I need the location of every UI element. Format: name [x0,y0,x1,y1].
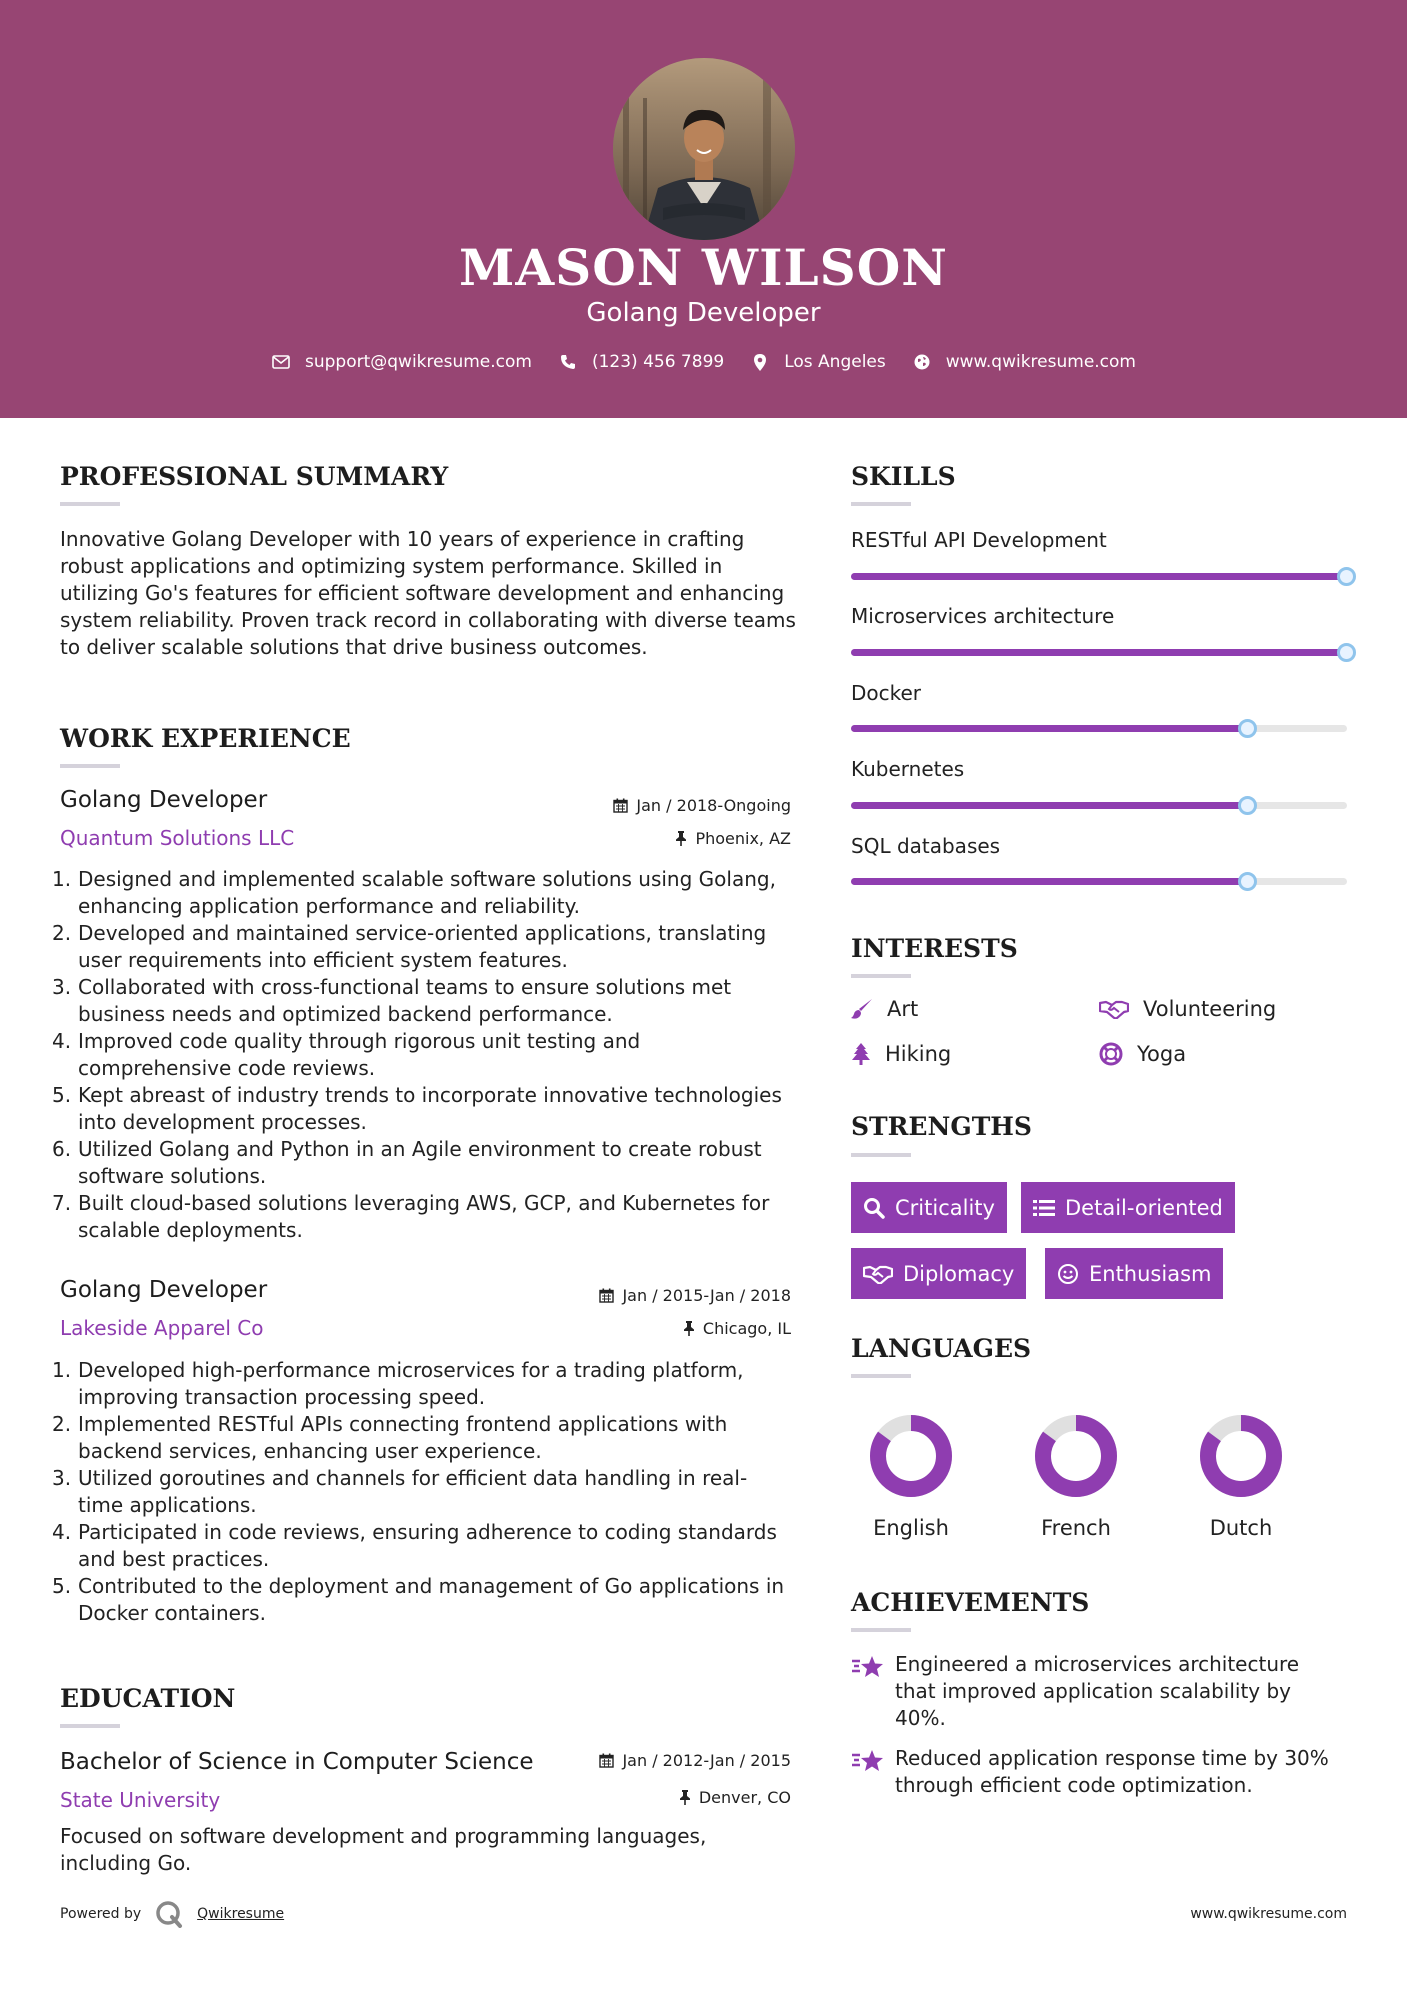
contact-email[interactable] [271,352,532,372]
job-responsibilities [52,866,792,1244]
summary-underline [60,502,120,506]
list-text: Kept abreast of industry trends to incorporate innovative technologies into development processes. [78,1083,782,1134]
list-number: 1. [52,867,72,891]
smile-icon [1057,1263,1079,1285]
skill-handle [1337,643,1356,662]
handshake-icon [1099,999,1129,1019]
star-icon [851,1749,885,1773]
skill-fill [851,802,1248,809]
list-text: Built cloud-based solutions leveraging AWS, GCP, and Kubernetes for scalable deployments. [78,1191,770,1242]
list-text: Utilized goroutines and channels for efficient data handling in real-time applications. [78,1466,748,1517]
list-item [52,1519,792,1573]
company-name: Lakeside Apparel Co [60,1316,264,1340]
summary-heading: PROFESSIONAL SUMMARY [60,462,449,491]
interest-label: Art [887,997,919,1021]
skills-underline [851,502,911,506]
phone-icon [558,352,578,372]
languages-heading: LANGUAGES [851,1334,1032,1363]
resume-header [0,0,1407,418]
list-number: 6. [52,1137,72,1161]
search-icon [863,1197,885,1219]
list-number: 2. [52,1412,72,1436]
job-date [613,796,791,815]
strength-badge [1045,1248,1223,1299]
interest-item [1099,997,1276,1021]
list-number: 2. [52,921,72,945]
calendar-icon [599,1288,614,1303]
skill-handle [1238,796,1257,815]
list-text: Collaborated with cross-functional teams to ensure solutions met business needs and optimized backend performance. [78,975,732,1026]
list-item [52,1028,792,1082]
list-item [52,1573,792,1627]
skill-bar [851,649,1347,656]
qwikresume-logo-icon [155,1900,183,1928]
calendar-icon [613,798,628,813]
list-number: 3. [52,1466,72,1490]
interests-underline [851,974,911,978]
list-text: Developed high-performance microservices for a trading platform, improving transaction processing speed. [78,1358,744,1409]
list-item [52,920,792,974]
education-heading: EDUCATION [60,1684,236,1713]
list-number: 4. [52,1029,72,1053]
languages-underline [851,1374,911,1378]
handshake-icon [863,1264,893,1284]
skill-bar [851,878,1347,885]
education-underline [60,1724,120,1728]
map-pin-icon [750,352,770,372]
language-donut [869,1414,953,1498]
language-donut [1034,1414,1118,1498]
candidate-name: MASON WILSON [459,238,948,297]
education-date-text: Jan / 2012-Jan / 2015 [622,1751,791,1770]
contact-bar [0,352,1407,372]
job-location-text: Chicago, IL [702,1319,791,1338]
list-number: 5. [52,1083,72,1107]
job-responsibilities [52,1357,792,1627]
pin-icon [683,1321,695,1336]
skill-fill [851,573,1347,580]
strength-label: Enthusiasm [1089,1261,1212,1286]
envelope-icon [271,352,291,372]
achievement-text: Engineered a microservices architecture that improved application scalability by 40%. [895,1652,1300,1730]
interest-item [851,1042,951,1066]
interest-label: Yoga [1137,1042,1187,1066]
skill-fill [851,649,1347,656]
phone-text: (123) 456 7899 [591,352,725,372]
list-item [52,974,792,1028]
skill-label: RESTful API Development [851,528,1107,552]
experience-underline [60,764,120,768]
list-item [52,1136,792,1190]
contact-location [750,352,886,372]
achievement-item [851,1651,1341,1732]
skills-heading: SKILLS [851,462,956,491]
pin-icon [679,1790,691,1805]
job-title: Golang Developer [60,1277,268,1303]
skill-fill [851,725,1248,732]
job-location [683,1319,791,1338]
skill-label: SQL databases [851,834,1001,858]
company-name: Quantum Solutions LLC [60,826,295,850]
list-item [52,1190,792,1244]
email-text: support@qwikresume.com [305,352,532,372]
language-label: Dutch [1209,1516,1273,1540]
powered-by-text: Powered by [60,1906,142,1922]
skill-bar [851,802,1347,809]
list-text: Participated in code reviews, ensuring adherence to coding standards and best practices. [78,1520,777,1571]
interest-item [851,997,918,1021]
skill-handle [1238,872,1257,891]
list-number: 7. [52,1191,72,1215]
achievements-heading: ACHIEVEMENTS [851,1588,1090,1617]
profile-photo [613,58,795,240]
language-label: English [873,1516,949,1540]
list-text: Utilized Golang and Python in an Agile environment to create robust software solutions. [78,1137,762,1188]
brand-link[interactable]: Qwikresume [197,1906,285,1922]
skill-bar [851,725,1347,732]
school-name: State University [60,1788,221,1812]
strength-label: Detail-oriented [1065,1195,1223,1220]
skill-label: Kubernetes [851,757,965,781]
job-location-text: Phoenix, AZ [695,829,791,848]
skill-handle [1337,567,1356,586]
pin-icon [675,831,687,846]
location-text: Los Angeles [784,352,886,372]
language-label: French [1041,1516,1111,1540]
list-text: Implemented RESTful APIs connecting frontend applications with backend services, enhancing user experience. [78,1412,728,1463]
website-text: www.qwikresume.com [945,352,1136,372]
language-donut [1199,1414,1283,1498]
list-text: Designed and implemented scalable software solutions using Golang, enhancing application performance and reliability. [78,867,776,918]
strength-badge [851,1182,1007,1233]
achievement-item [851,1745,1341,1799]
job-date-text: Jan / 2018-Ongoing [636,796,791,815]
job-date [599,1286,791,1305]
education-date [599,1751,791,1770]
education-location-text: Denver, CO [698,1788,791,1807]
education-text: Focused on software development and programming languages, including Go. [60,1824,707,1875]
achievements-underline [851,1628,911,1632]
job-location [675,829,791,848]
list-icon [1033,1198,1055,1218]
list-number: 5. [52,1574,72,1598]
list-item [52,1357,792,1411]
summary-text: Innovative Golang Developer with 10 years of experience in crafting robust applications and optimizing system performance. Skilled in utilizing Go's features for efficient software development and enhancing system reliability. Proven track record in collaborating with diverse teams to deliver scalable solutions that drive business outcomes. [60,527,796,659]
list-number: 4. [52,1520,72,1544]
job-title: Golang Developer [60,787,268,813]
list-item [52,1465,792,1519]
strengths-heading: STRENGTHS [851,1112,1032,1141]
list-number: 3. [52,975,72,999]
tree-icon [851,1043,871,1065]
list-item [52,1082,792,1136]
experience-heading: WORK EXPERIENCE [60,724,351,753]
interest-item [1099,1042,1186,1066]
list-text: Contributed to the deployment and management of Go applications in Docker containers. [78,1574,785,1625]
list-text: Improved code quality through rigorous unit testing and comprehensive code reviews. [78,1029,641,1080]
footer-website[interactable]: www.qwikresume.com [1190,1906,1347,1922]
strength-badge [1021,1182,1235,1233]
skill-label: Docker [851,681,922,705]
contact-phone[interactable] [558,352,724,372]
strength-badge [851,1248,1026,1299]
degree-title: Bachelor of Science in Computer Science [60,1749,534,1775]
strength-label: Diplomacy [903,1261,1015,1286]
globe-icon [912,352,932,372]
footer-powered-by [60,1900,284,1928]
contact-website[interactable] [912,352,1136,372]
list-item [52,866,792,920]
education-location [679,1788,791,1807]
interests-heading: INTERESTS [851,934,1018,963]
skill-label: Microservices architecture [851,604,1115,628]
skill-fill [851,878,1248,885]
candidate-title: Golang Developer [586,298,821,328]
strengths-underline [851,1153,911,1157]
list-number: 1. [52,1358,72,1382]
achievement-text: Reduced application response time by 30% through efficient code optimization. [895,1746,1329,1797]
calendar-icon [599,1753,614,1768]
lifebuoy-icon [1099,1042,1123,1066]
paintbrush-icon [851,998,873,1020]
interest-label: Hiking [885,1042,952,1066]
list-text: Developed and maintained service-oriented applications, translating user requirements into efficient system features. [78,921,767,972]
job-date-text: Jan / 2015-Jan / 2018 [622,1286,791,1305]
strength-label: Criticality [895,1195,995,1220]
skill-bar [851,573,1347,580]
star-icon [851,1655,885,1679]
list-item [52,1411,792,1465]
interest-label: Volunteering [1143,997,1277,1021]
skill-handle [1238,719,1257,738]
